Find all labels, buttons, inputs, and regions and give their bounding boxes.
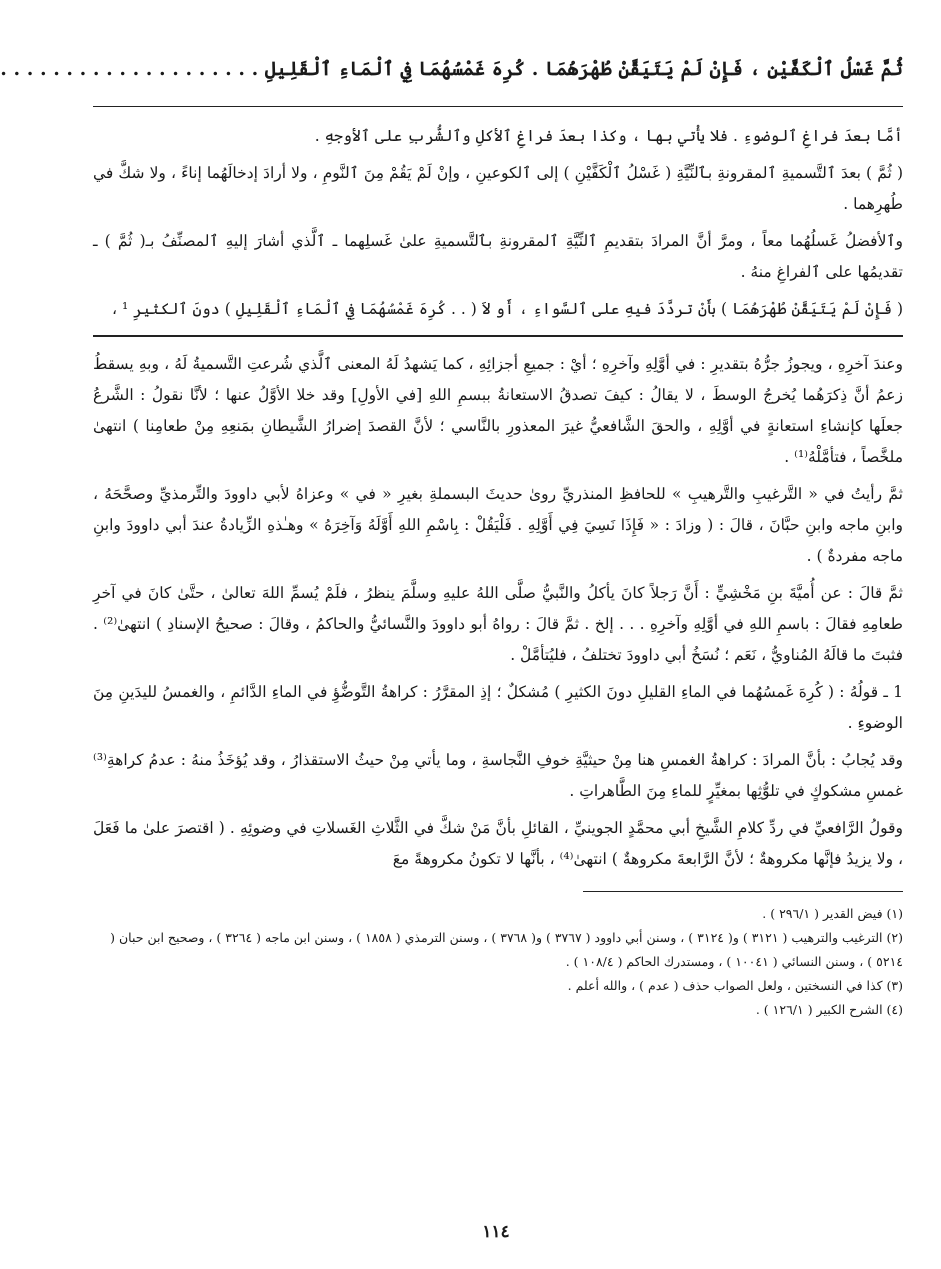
hashiya-paragraph: ثمَّ قالَ : عن أُميَّةَ بنِ مَخْشِيٍّ : أَنَّ رَجلاً كانَ يأكلُ والنَّبيُّ صلَّى اللهُ عليهِ وسلَّمَ ينظرُ ، فلَمْ يُسمِّ اللهَ تعالىٰ ، حتَّىٰ كانَ في آخرِ طعامِهِ فقالَ : باسمِ اللهِ في أوَّلِهِ وآخرِهِ . . . إلخ . ثمَّ قالَ : رواهُ أبو داوودَ والنَّسائيُّ والحاكمُ ، وقالَ : صحيحُ الإسنادِ ) انتهىٰ⁽²⁾ . فثبتَ ما قالَهُ المُناويُّ ، نَعَم ؛ نُسَخُ أبي داوودَ تختلفُ ، فليُتأمَّلْ . — [93, 584, 903, 664]
page-number: ١١٤ — [482, 1222, 510, 1242]
matn-line: ثُمَّ غَسْلُ ٱلْكَفَّيْنِ ، فَإِنْ لَمْ يَتَيَقَّنْ طُهْرَهُمَا . كُرِهَ غَمْسُهُمَا فِي ٱلْمَاءِ ٱلْقَلِيلِ . . . . . . . . . . . . . . . . . . . . — [0, 58, 903, 80]
sharh-paragraph: أمَّا بعدَ فراغِ ٱلوضوءِ . فلا يأْتي بها ، وكذا بعدَ فراغِ ٱلأكلِ وٱلشُّربِ على ٱلأوجهِ . — [314, 127, 903, 145]
sharh-paragraph: ( فَإِنْ لَمْ يَتَيَقَّنْ طُهْرَهُمَا ) بأَنْ تردَّدَ فيهِ على ٱلسَّواءِ ، أَو لاَ ( . . كُرِهَ غَمْسُهُمَا فِي ٱلْمَاءِ ٱلْقَلِيلِ ) دونَ ٱلكثيرِ ¹ ، — [112, 300, 903, 318]
hashiya-paragraph: وقولُ الرَّافعيِّ في ردِّ كلامِ الشَّيخِ أبي محمَّدٍ الجوينيِّ ، القائلِ بأنَّ مَنْ شكَّ في الثَّلاثِ الغَسلاتِ في وضوئِهِ . ( اقتصرَ علىٰ ما فَعَلَ ، ولا يزيدُ فإنَّها مكروهةٌ ؛ لأنَّ الرَّابعةَ مكروهةٌ ) انتهىٰ⁽⁴⁾ ، بأنَّها لا تكونُ مكروهةً معَ — [93, 819, 903, 868]
hashiya-rule — [93, 335, 903, 337]
hashiya-paragraph: وعندَ آخرِهِ ، ويجوزُ جرُّهُ بتقديرِ : في أوَّلِهِ وآخرِهِ ؛ أيْ : جميعِ أجزائِهِ ، كما يَشهدُ لَهُ المعنى ٱلَّذي شُرعتِ التَّسميةُ لَهُ ، وبهِ يسقطُ زعمُ أنَّ ذِكرَهُما يُخرجُ الوسطَ ، لا يقالُ : كيفَ تصدقُ الاستعانةُ ببسمِ اللهِ [في الأولِ] وقد خلا الأوَّلُ عنها ؛ لأنَّا نقولُ : الشَّرعُ جعلَها كإنشاءِ استعانةٍ في أوَّلِهِ ، والحقَ الشَّافعيُّ غيرَ المعذورِ بالنَّاسي ؛ لأنَّ القصدَ إضرارُ الشَّيطانِ بمَنعِهِ مِنْ طعامِنا ) انتهىٰ ملخَّصاً ، فتأمَّلْهُ⁽¹⁾ . — [93, 355, 903, 466]
footnote: (٣) كذا في النسختين ، ولعل الصواب حذف ( عدم ) ، والله أعلم . — [567, 978, 903, 993]
footnotes — [93, 902, 903, 1022]
hashiya-paragraph: ثمَّ رأيتُ في « التَّرغيبِ والتَّرهيبِ » للحافظِ المنذريِّ روىٰ حديثَ البسملةِ بغيرِ « في » وعزاهُ لأبي داوودَ والتِّرمذيِّ وصحَّحَهُ ، وابنِ ماجه وابنِ حبَّانَ ، قالَ : ( وزادَ : « فَإِذَا نَسِيَ فِي أَوَّلِهِ . فَلْيَقُلْ : بِاسْمِ اللهِ أَوَّلَهُ وَآخِرَهُ » وهـٰذهِ الزِّيادةُ عندَ أبي داوودَ وابنِ ماجه مفردةٌ ) . — [93, 485, 903, 565]
sharh-section — [93, 121, 903, 325]
footnote: (٢) الترغيب والترهيب ( ٣١٢١ ) و( ٣١٢٤ ) ، وسنن أبي داوود ( ٣٧٦٧ ) و( ٣٧٦٨ ) ، وسنن الترمذي ( ١٨٥٨ ) ، وسنن ابن ماجه ( ٣٢٦٤ ) ، وصحيح ابن حبان ( ٥٢١٤ ) ، وسنن النسائي ( ١٠٠٤١ ) ، ومستدرك الحاكم ( ١٠٨/٤ ) . — [110, 930, 903, 969]
sharh-paragraph: وٱلأفضلُ غَسلُهُما معاً ، ومرَّ أنَّ المرادَ بتقديمِ ٱلنِّيَّةِ ٱلمقرونةِ بٱلتَّسميةِ علىٰ غَسلِهما ـ ٱلَّذي أشارَ إليهِ ٱلمصنِّفُ بـ( ثُمَّ ) ـ تقديمُها على ٱلفراغِ منهُ . — [93, 232, 903, 281]
book-page — [0, 30, 903, 1022]
footnote-rule — [583, 891, 903, 892]
hashiya-section — [93, 349, 903, 875]
footnote: (٤) الشرح الكبير ( ١٢٦/١ ) . — [755, 1002, 903, 1017]
hashiya-paragraph: وقد يُجابُ : بأنَّ المرادَ : كراهةُ الغمسِ هنا مِنْ حيثيَّةِ خوفِ النَّجاسةِ ، وما يأتي مِنْ حيثُ الاستقذارُ ، وقد يُؤخَذُ منهُ : عدمُ كراهةِ⁽³⁾ غمسِ مشكوكٍ في تلوُّثِها بمغيِّرٍ للماءِ مِنَ الطَّاهراتِ . — [93, 751, 903, 800]
hashiya-paragraph: 1 ـ قولُهُ : ( كُرِهَ غَمسُهُما في الماءِ القليلِ دونَ الكثيرِ ) مُشكلٌ ؛ إذِ المقرَّرُ : كراهةُ التَّوضُّؤِ في الماءِ الدَّائمِ ، والغمسُ لليدَينِ مِنَ الوضوءِ . — [93, 683, 903, 732]
matn-rule — [93, 106, 903, 107]
footnote: (١) فيض القدير ( ٢٩٦/١ ) . — [762, 906, 903, 921]
sharh-paragraph: ( ثُمَّ ) بعدَ ٱلتَّسميةِ ٱلمقرونةِ بٱلنِّيَّةِ ( غَسْلُ ٱلْكَفَّيْنِ ) إلى ٱلكوعينِ ، وإنْ لَمْ يَقُمْ مِنَ ٱلنَّومِ ، ولا أرادَ إدخالَهُما إناءً ، ولا شكَّ في طُهرِهما . — [93, 164, 903, 213]
